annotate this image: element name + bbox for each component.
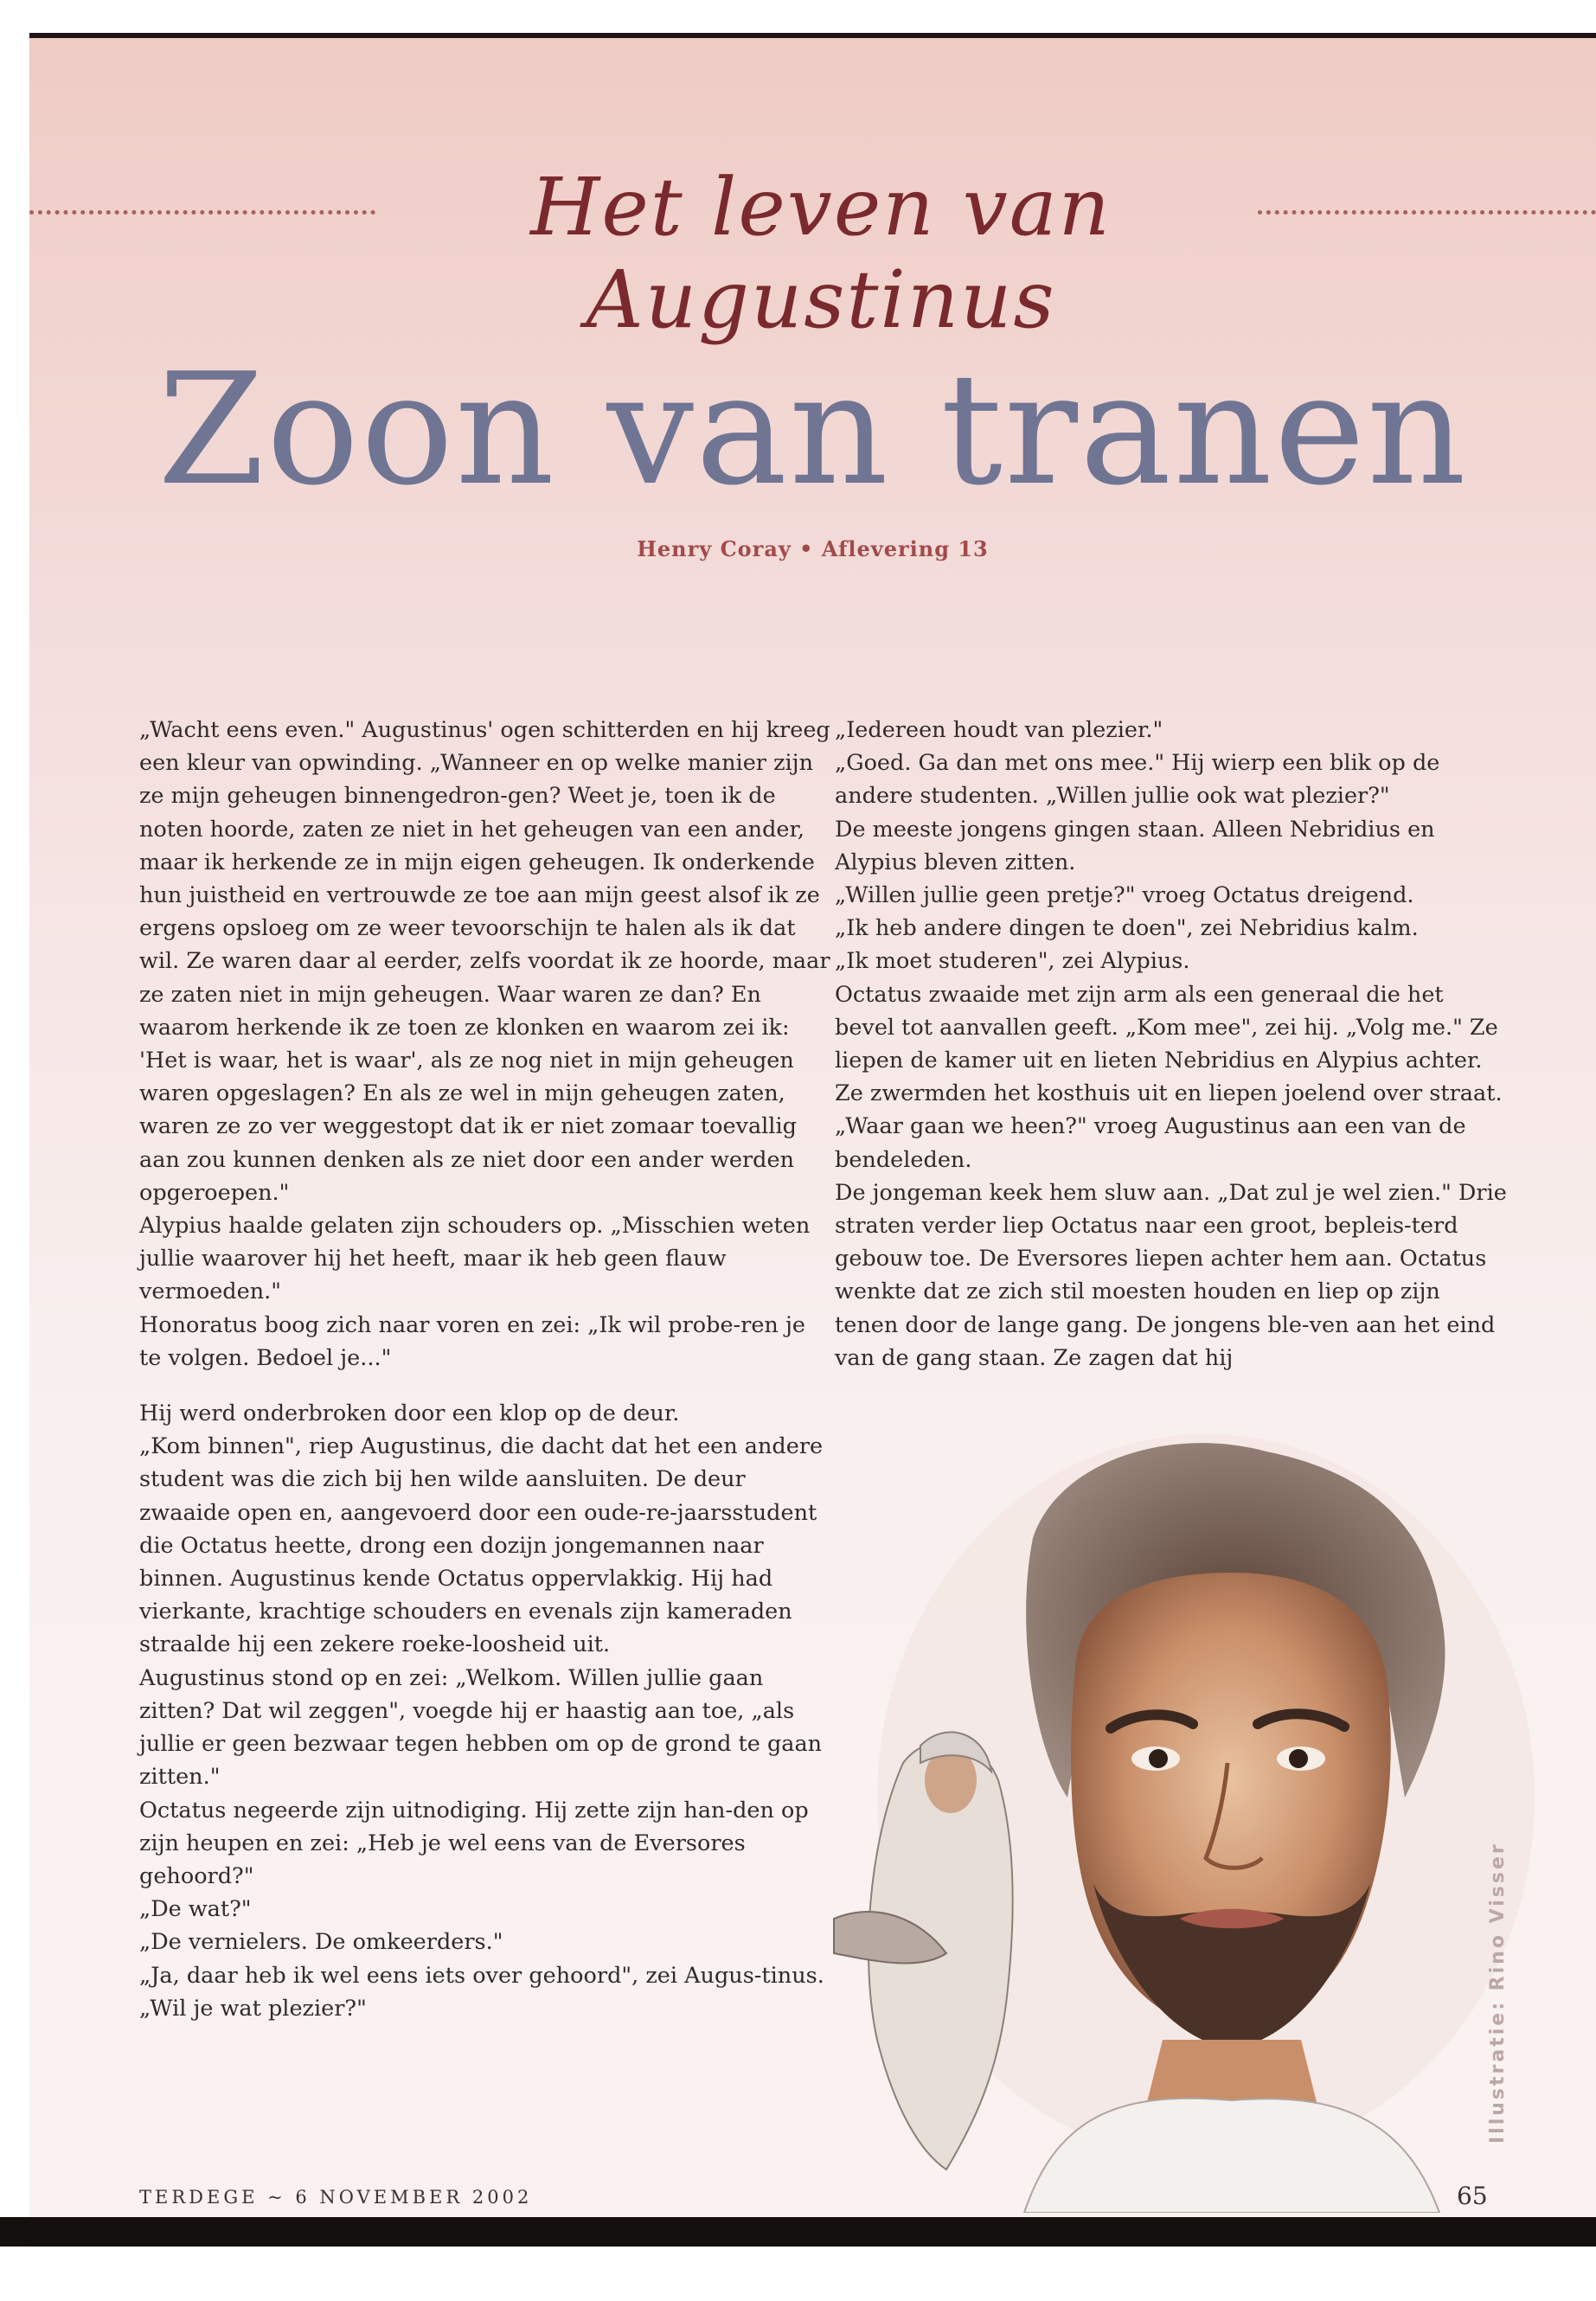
paragraph: „Ik heb andere dingen te doen", zei Nebridius kalm. <box>835 915 1419 942</box>
top-border <box>29 33 1596 38</box>
illustration-credit: Illustratie: Rino Visser <box>1487 1842 1509 2144</box>
portrait-illustration <box>799 1434 1535 2213</box>
paragraph: „Ja, daar heb ik wel eens iets over gehoord", zei Augus-tinus. <box>139 1962 824 1989</box>
paragraph: Honoratus boog zich naar voren en zei: „Ik wil probe-ren je te volgen. Bedoel je..." <box>139 1311 805 1371</box>
paragraph: „Willen jullie geen pretje?" vroeg Octatus dreigend. <box>835 882 1414 909</box>
paragraph: Hij werd onderbroken door een klop op de deur. <box>139 1400 680 1427</box>
dotted-rule-right <box>1258 210 1596 215</box>
paragraph: „Ik moet studeren", zei Alypius. <box>835 948 1190 975</box>
byline: Henry Coray • Aflevering 13 <box>637 536 989 561</box>
paragraph: Alypius haalde gelaten zijn schouders op. „Misschien weten jullie waarover hij het heeft, maar ik heb geen flauw vermoeden." <box>139 1213 811 1305</box>
series-title: Het leven van Augustinus <box>530 161 1112 346</box>
paragraph: „Goed. Ga dan met ons mee." Hij wierp een blik op de andere studenten. „Willen jullie ook wat plezier?" <box>835 750 1440 810</box>
dotted-rule-left <box>29 210 375 215</box>
paragraph: „De wat?" <box>139 1896 252 1923</box>
paragraph: „Wil je wat plezier?" <box>139 1995 367 2022</box>
paragraph: „Wacht eens even." Augustinus' ogen schitterden en hij kreeg een kleur van opwinding. „Wanneer en op welke manier zijn ze mijn geheugen binnengedron-gen? Weet je, toen ik de noten hoorde, zaten ze niet in het geheugen van een ander, maar ik herkende ze in mijn eigen geheugen. Ik onderkende hun juistheid en vertrouwde ze toe aan mijn geest alsof ik ze ergens opsloeg om ze weer tevoorschijn te halen als ik dat wil. Ze waren daar al eerder, zelfs voordat ik ze hoorde, maar ze zaten niet in mijn geheugen. Waar waren ze dan? En waarom herkende ik ze toen ze klonken en waarom zei ik: 'Het is waar, het is waar', als ze nog niet in mijn geheugen waren opgeslagen? En als ze wel in mijn geheugen zaten, waren ze zo ver weggestopt dat ik er niet zomaar toevallig aan zou kunnen denken als ze niet door een ander werden opgeroepen." <box>139 717 830 1206</box>
publication-footer: TERDEGE ~ 6 NOVEMBER 2002 <box>139 2187 533 2208</box>
paragraph: „Iedereen houdt van plezier." <box>835 717 1163 743</box>
magazine-page <box>29 33 1596 2247</box>
bottom-border <box>0 2217 1596 2247</box>
paragraph: De jongeman keek hem sluw aan. „Dat zul je wel zien." Drie straten verder liep Octatus naar een groot, bepleis-terd gebouw toe. De Eversores liepen achter hem aan. Octatus wenkte dat ze zich stil moesten houden en liep op zijn tenen door de lange gang. De jongens ble-ven aan het eind van de gang staan. Ze zagen dat hij <box>835 1179 1507 1371</box>
paragraph: „Kom binnen", riep Augustinus, die dacht dat het een andere student was die zich bij hen wilde aansluiten. De deur zwaaide open en, aangevoerd door een oude-re-jaarsstudent die Octatus heette, drong een dozijn jongemannen naar binnen. Augustinus kende Octatus oppervlakkig. Hij had vierkante, krachtige schouders en evenals zijn kameraden straalde hij een zekere roeke-loosheid uit. <box>139 1433 824 1658</box>
page-title: Zoon van tranen <box>157 340 1468 519</box>
paragraph: „De vernielers. De omkeerders." <box>139 1929 503 1956</box>
paragraph: Octatus zwaaide met zijn arm als een generaal die het bevel tot aanvallen geeft. „Kom mee", zei hij. „Volg me." Ze liepen de kamer uit en lieten Nebridius en Alypius achter. Ze zwermden het kosthuis uit en liepen joelend over straat. <box>835 981 1503 1107</box>
left-column <box>139 714 831 2025</box>
page-number: 65 <box>1457 2182 1488 2210</box>
paragraph: „Waar gaan we heen?" vroeg Augustinus aan een van de bendeleden. <box>835 1113 1466 1173</box>
paragraph: Octatus negeerde zijn uitnodiging. Hij zette zijn han-den op zijn heupen en zei: „Heb je wel eens van de Eversores gehoord?" <box>139 1797 809 1889</box>
paragraph: Augustinus stond op en zei: „Welkom. Willen jullie gaan zitten? Dat wil zeggen", voegde hij er haastig aan toe, „als jullie er geen bezwaar tegen hebben om op de grond te gaan zitten." <box>139 1664 823 1791</box>
right-column <box>835 714 1509 1375</box>
woman-figure <box>834 1732 1013 2170</box>
paragraph: De meeste jongens gingen staan. Alleen Nebridius en Alypius bleven zitten. <box>835 816 1435 875</box>
